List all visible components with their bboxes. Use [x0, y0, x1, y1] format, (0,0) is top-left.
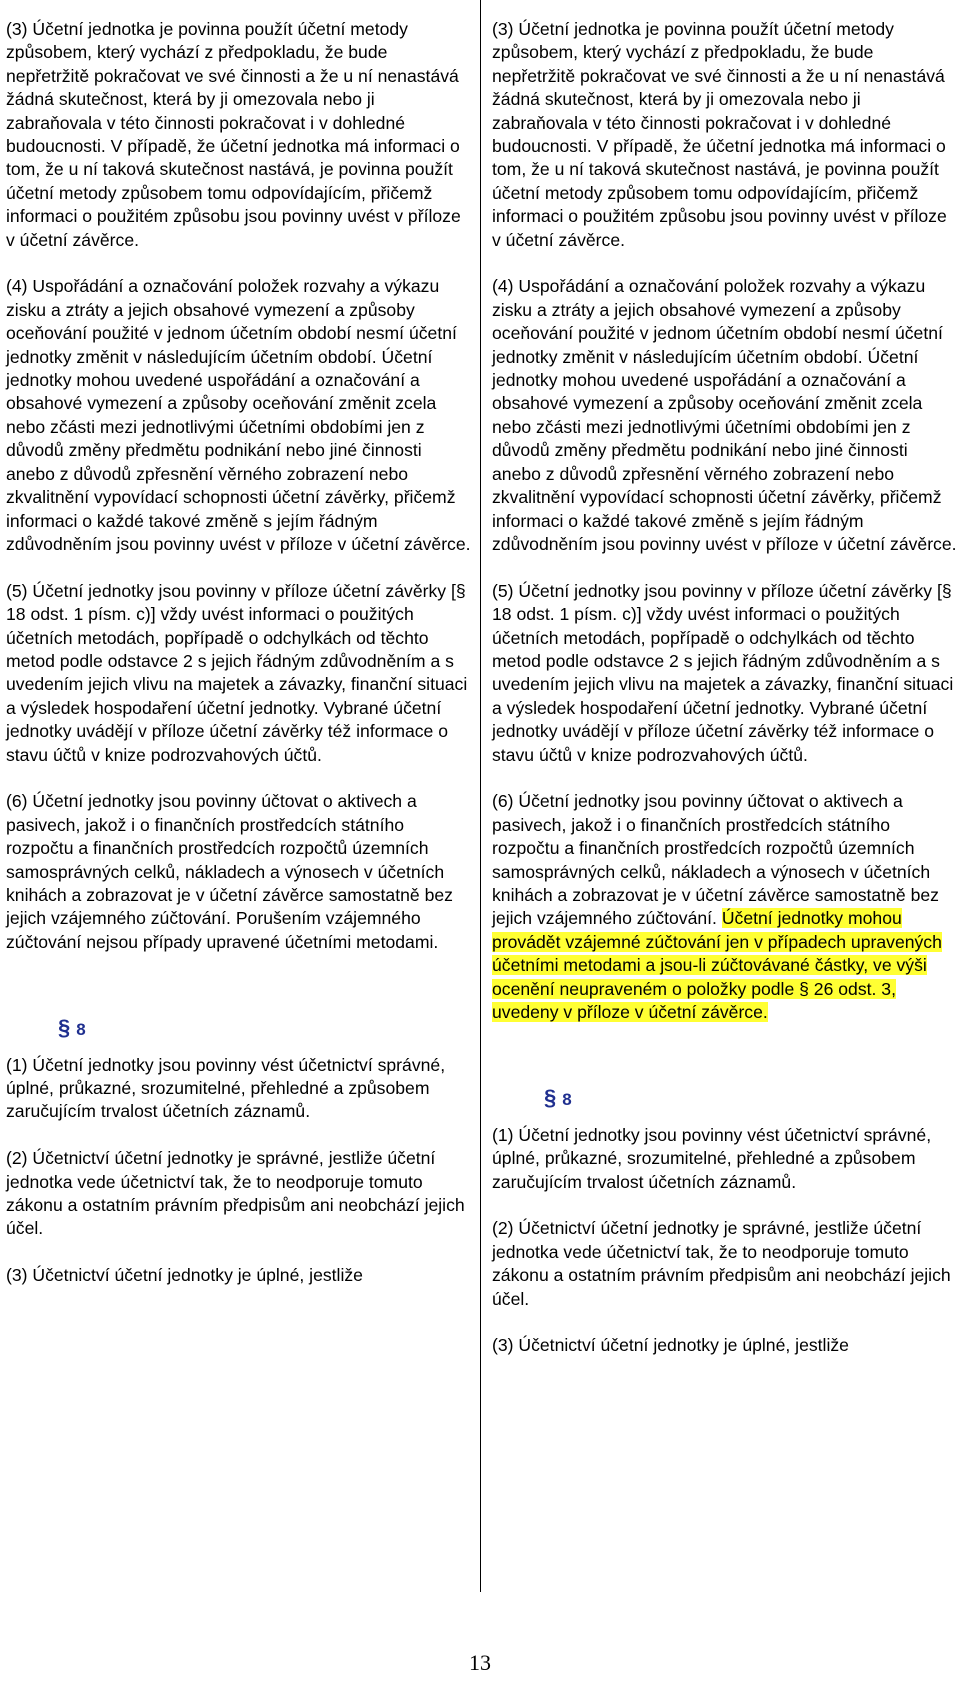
left-paragraph-3: (3) Účetní jednotka je povinna použít účetní metody způsobem, který vychází z předpokladu, že bude nepřetržitě pokračovat ve své činnosti a že u ní nenastává žádná skutečnost, která by ji omezovala nebo ji zabraňovala v této činnosti pokračovat i v dohledné budoucnosti. V případě, že účetní jednotka má informaci o tom, že u ní taková skutečnost nastává, je povinna použít účetní metody způsobem tomu odpovídajícím, přičemž informaci o použitém způsobu jsou povinny uvést v příloze v účetní závěrce.	[6, 19, 461, 250]
left-s8-paragraph-3: (3) Účetnictví účetní jednotky je úplné, jestliže	[6, 1265, 363, 1286]
right-paragraph-4: (4) Uspořádání a označování položek rozvahy a výkazu zisku a ztráty a jejich obsahové vymezení a způsoby oceňování použité v jednom účetním období nesmí účetní jednotky změnit v následujícím účetním období. Účetní jednotky mohou uvedené uspořádání a označování a obsahové vymezení a způsoby oceňování změnit zcela nebo zčásti mezi jednotlivými účetními obdobími jen z důvodů změny předmětu podnikání nebo jiné činnosti anebo z důvodů zpřesnění věrného zobrazení nebo zkvalitnění vypovídací schopnosti účetní závěrky, přičemž informaci o každé takové změně s jejím řádným zdůvodněním jsou povinny uvést v příloze v účetní závěrce.	[492, 276, 957, 554]
right-paragraph-6-text: (6) Účetní jednotky jsou povinny účtovat o aktivech a pasivech, jakož i o finančních prostředcích státního rozpočtu a finančních prostředcích rozpočtů územních samosprávných celků, nákladech a výnosech v účetních knihách a zobrazovat je v účetní závěrce samostatně bez jejich vzájemného zúčtování.	[492, 791, 939, 929]
left-column	[6, 18, 472, 1311]
right-paragraph-5: (5) Účetní jednotky jsou povinny v příloze účetní závěrky [§ 18 odst. 1 písm. c)] vždy uvést informaci o použitých účetních metodách, popřípadě o odchylkách od těchto metod podle odstavce 2 s jejich řádným zdůvodněním a s uvedením jejich vlivu na majetek a závazky, finanční situaci a výsledek hospodaření účetní jednotky. Vybrané účetní jednotky uvádějí v příloze účetní závěrky též informace o stavu účtů v knize podrozvahových účtů.	[492, 580, 954, 765]
right-paragraph-6	[492, 790, 958, 1024]
right-column	[492, 18, 958, 1381]
column-divider	[480, 0, 481, 1592]
section-symbol: §	[544, 1085, 557, 1111]
left-paragraph-5: (5) Účetní jednotky jsou povinny v příloze účetní závěrky [§ 18 odst. 1 písm. c)] vždy uvést informaci o použitých účetních metodách, popřípadě o odchylkách od těchto metod podle odstavce 2 s jejich řádným zdůvodněním a s uvedením jejich vlivu na majetek a závazky, finanční situaci a výsledek hospodaření účetní jednotky. Vybrané účetní jednotky uvádějí v příloze účetní závěrky též informace o stavu účtů v knize podrozvahových účtů.	[6, 580, 468, 765]
page-number: 13	[469, 1650, 491, 1675]
left-s8-paragraph-2: (2) Účetnictví účetní jednotky je správné, jestliže účetní jednotka vede účetnictví tak, že to neodporuje tomuto zákonu a ostatním právním předpisům ani neobchází jejich účel.	[6, 1148, 465, 1239]
left-s8-paragraph-1: (1) Účetní jednotky jsou povinny vést účetnictví správné, úplné, průkazné, srozumitelné, přehledné a způsobem zaručujícím trvalost účetních záznamů.	[6, 1054, 446, 1122]
right-paragraph-3: (3) Účetní jednotka je povinna použít účetní metody způsobem, který vychází z předpokladu, že bude nepřetržitě pokračovat ve své činnosti a že u ní nenastává žádná skutečnost, která by ji omezovala nebo ji zabraňovala v této činnosti pokračovat i v dohledné budoucnosti. V případě, že účetní jednotka má informaci o tom, že u ní taková skutečnost nastává, je povinna použít účetní metody způsobem tomu odpovídajícím, přičemž informaci o použitém způsobu jsou povinny uvést v příloze v účetní závěrce.	[492, 19, 947, 250]
left-section-heading	[6, 1016, 472, 1041]
section-number: 8	[76, 1020, 86, 1040]
section-number: 8	[562, 1090, 572, 1110]
highlighted-amendment: Účetní jednotky mohou provádět vzájemné zúčtování jen v případech upravených účetními metodami a jsou-li zúčtovávané částky, ve výši ocenění neupraveném o položky podle § 26 odst. 3, uvedeny v příloze v účetní závěrce.	[492, 908, 942, 1023]
right-s8-paragraph-2: (2) Účetnictví účetní jednotky je správné, jestliže účetní jednotka vede účetnictví tak, že to neodporuje tomuto zákonu a ostatním právním předpisům ani neobchází jejich účel.	[492, 1218, 951, 1309]
left-paragraph-6: (6) Účetní jednotky jsou povinny účtovat o aktivech a pasivech, jakož i o finančních prostředcích státního rozpočtu a finančních prostředcích rozpočtů územních samosprávných celků, nákladech a výnosech v účetních knihách a zobrazovat je v účetní závěrce samostatně bez jejich vzájemného zúčtování. Porušením vzájemného zúčtování nejsou případy upravené účetními metodami.	[6, 791, 453, 952]
right-s8-paragraph-1: (1) Účetní jednotky jsou povinny vést účetnictví správné, úplné, průkazné, srozumitelné, přehledné a způsobem zaručujícím trvalost účetních záznamů.	[492, 1124, 932, 1192]
right-section-heading	[492, 1086, 958, 1111]
left-paragraph-4: (4) Uspořádání a označování položek rozvahy a výkazu zisku a ztráty a jejich obsahové vymezení a způsoby oceňování použité v jednom účetním období nesmí účetní jednotky změnit v následujícím účetním období. Účetní jednotky mohou uvedené uspořádání a označování a obsahové vymezení a způsoby oceňování změnit zcela nebo zčásti mezi jednotlivými účetními obdobími jen z důvodů změny předmětu podnikání nebo jiné činnosti anebo z důvodů zpřesnění věrného zobrazení nebo zkvalitnění vypovídací schopnosti účetní závěrky, přičemž informaci o každé takové změně s jejím řádným zdůvodněním jsou povinny uvést v příloze v účetní závěrce.	[6, 276, 471, 554]
section-symbol: §	[58, 1015, 71, 1041]
right-s8-paragraph-3: (3) Účetnictví účetní jednotky je úplné, jestliže	[492, 1335, 849, 1356]
